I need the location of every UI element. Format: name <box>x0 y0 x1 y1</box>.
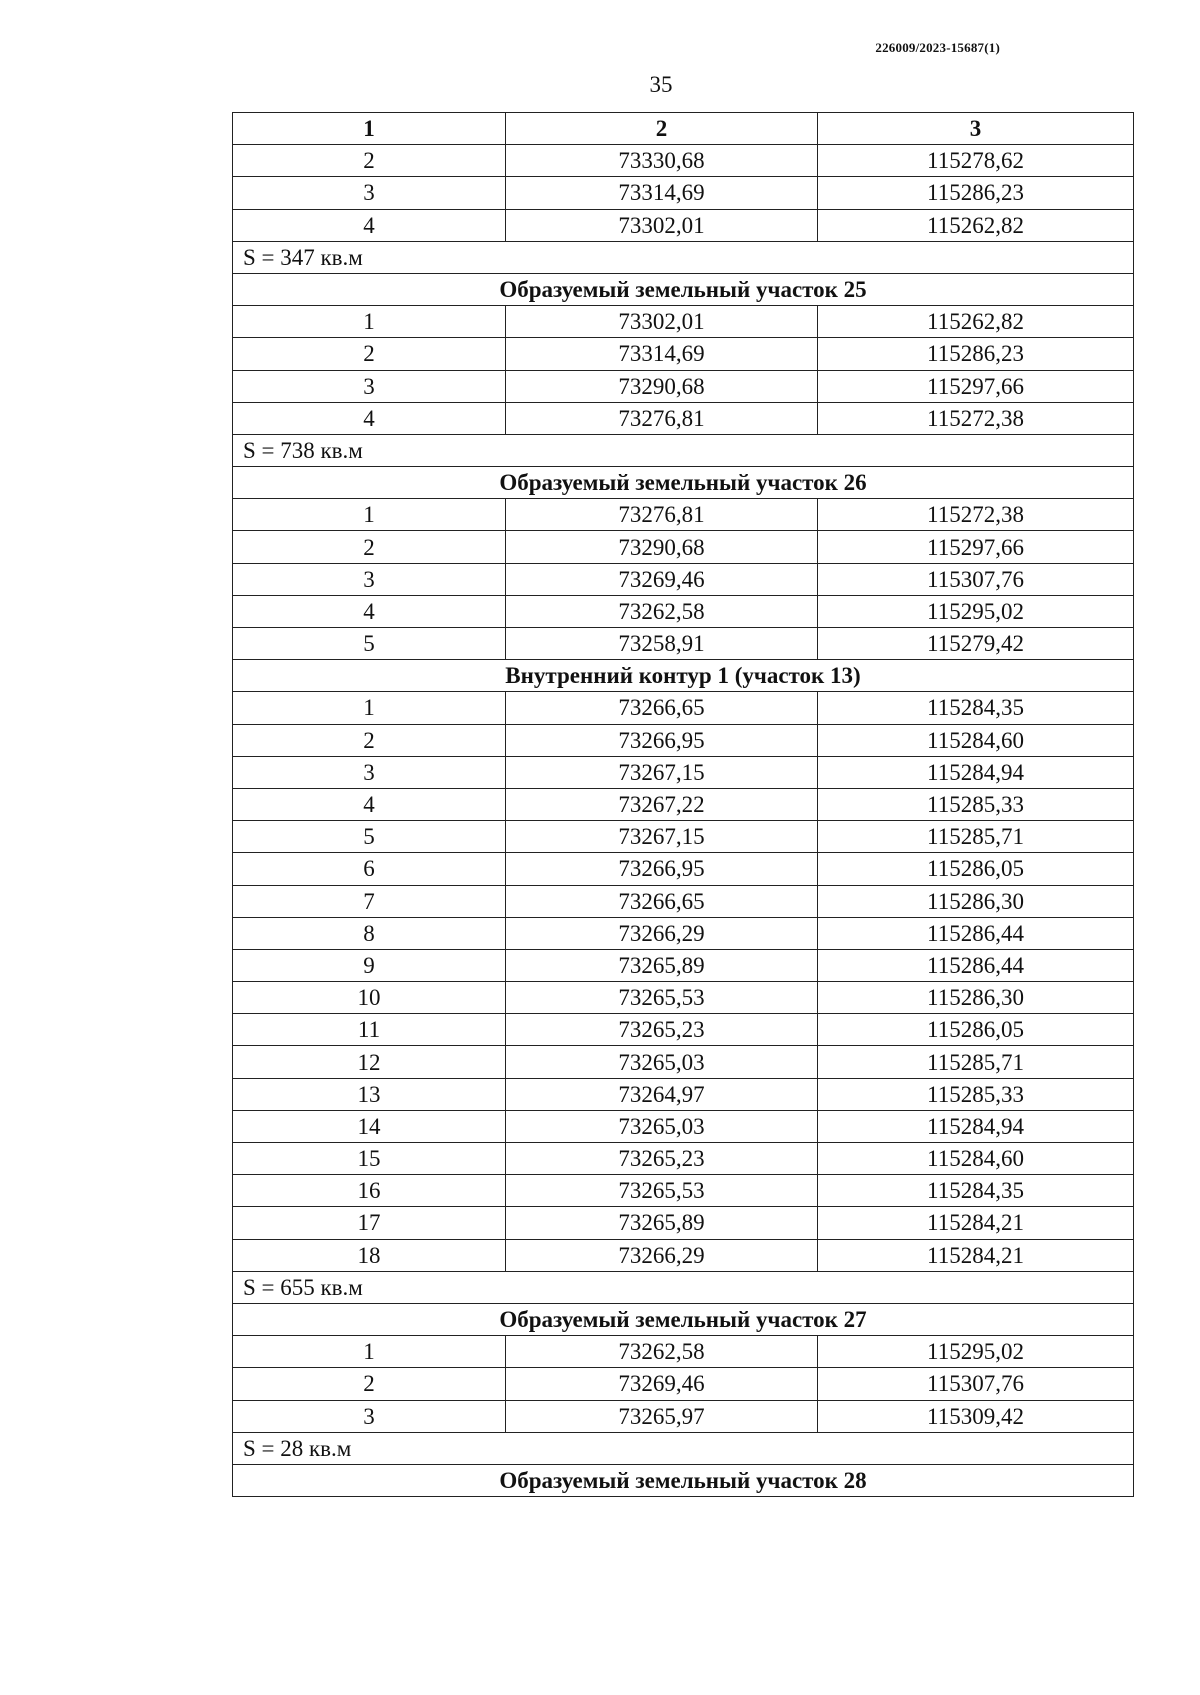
y-coordinate-cell: 115284,94 <box>818 756 1134 788</box>
x-coordinate-cell: 73265,23 <box>506 1143 818 1175</box>
x-coordinate-cell: 73267,15 <box>506 756 818 788</box>
section-title: Внутренний контур 1 (участок 13) <box>233 660 1134 692</box>
table-row <box>233 177 1134 209</box>
y-coordinate-cell: 115286,05 <box>818 1014 1134 1046</box>
area-row <box>233 241 1134 273</box>
section-heading-row <box>233 660 1134 692</box>
point-number-cell: 2 <box>233 145 506 177</box>
section-heading-row <box>233 467 1134 499</box>
y-coordinate-cell: 115286,30 <box>818 982 1134 1014</box>
y-coordinate-cell: 115284,35 <box>818 692 1134 724</box>
table-row <box>233 209 1134 241</box>
point-number-cell: 14 <box>233 1110 506 1142</box>
table-header-row <box>233 113 1134 145</box>
y-coordinate-cell: 115284,35 <box>818 1175 1134 1207</box>
table-row <box>233 885 1134 917</box>
x-coordinate-cell: 73265,89 <box>506 1207 818 1239</box>
x-coordinate-cell: 73290,68 <box>506 531 818 563</box>
table-row <box>233 595 1134 627</box>
table-row <box>233 628 1134 660</box>
table-row <box>233 917 1134 949</box>
x-coordinate-cell: 73264,97 <box>506 1078 818 1110</box>
document-number: 226009/2023-15687(1) <box>875 40 1000 55</box>
coordinates-table-body <box>233 113 1134 1497</box>
x-coordinate-cell: 73266,29 <box>506 1239 818 1271</box>
x-coordinate-cell: 73266,29 <box>506 917 818 949</box>
point-number-cell: 15 <box>233 1143 506 1175</box>
table-row <box>233 1175 1134 1207</box>
table-row <box>233 1239 1134 1271</box>
x-coordinate-cell: 73258,91 <box>506 628 818 660</box>
table-row <box>233 1400 1134 1432</box>
point-number-cell: 4 <box>233 788 506 820</box>
point-number-cell: 17 <box>233 1207 506 1239</box>
section-heading-row <box>233 273 1134 305</box>
x-coordinate-cell: 73265,03 <box>506 1110 818 1142</box>
point-number-cell: 4 <box>233 209 506 241</box>
coordinates-table <box>232 112 1134 1497</box>
header-cell-3: 3 <box>818 113 1134 145</box>
x-coordinate-cell: 73276,81 <box>506 499 818 531</box>
table-row <box>233 499 1134 531</box>
header-cell-2: 2 <box>506 113 818 145</box>
table-row <box>233 788 1134 820</box>
x-coordinate-cell: 73269,46 <box>506 1368 818 1400</box>
y-coordinate-cell: 115307,76 <box>818 563 1134 595</box>
point-number-cell: 3 <box>233 177 506 209</box>
x-coordinate-cell: 73265,23 <box>506 1014 818 1046</box>
point-number-cell: 7 <box>233 885 506 917</box>
table-row <box>233 563 1134 595</box>
point-number-cell: 5 <box>233 628 506 660</box>
point-number-cell: 2 <box>233 1368 506 1400</box>
y-coordinate-cell: 115286,44 <box>818 917 1134 949</box>
y-coordinate-cell: 115278,62 <box>818 145 1134 177</box>
table-row <box>233 1368 1134 1400</box>
table-row <box>233 145 1134 177</box>
x-coordinate-cell: 73302,01 <box>506 209 818 241</box>
x-coordinate-cell: 73265,53 <box>506 1175 818 1207</box>
y-coordinate-cell: 115262,82 <box>818 209 1134 241</box>
y-coordinate-cell: 115284,21 <box>818 1239 1134 1271</box>
area-row <box>233 434 1134 466</box>
table-row <box>233 1143 1134 1175</box>
y-coordinate-cell: 115285,71 <box>818 821 1134 853</box>
table-row <box>233 724 1134 756</box>
section-title: Образуемый земельный участок 26 <box>233 467 1134 499</box>
y-coordinate-cell: 115284,94 <box>818 1110 1134 1142</box>
table-row <box>233 1078 1134 1110</box>
section-heading-row <box>233 1464 1134 1496</box>
x-coordinate-cell: 73265,03 <box>506 1046 818 1078</box>
table-row <box>233 402 1134 434</box>
page-number: 35 <box>649 72 673 97</box>
x-coordinate-cell: 73266,65 <box>506 692 818 724</box>
y-coordinate-cell: 115279,42 <box>818 628 1134 660</box>
y-coordinate-cell: 115309,42 <box>818 1400 1134 1432</box>
y-coordinate-cell: 115284,60 <box>818 1143 1134 1175</box>
x-coordinate-cell: 73265,89 <box>506 949 818 981</box>
y-coordinate-cell: 115272,38 <box>818 499 1134 531</box>
y-coordinate-cell: 115295,02 <box>818 595 1134 627</box>
point-number-cell: 10 <box>233 982 506 1014</box>
x-coordinate-cell: 73330,68 <box>506 145 818 177</box>
x-coordinate-cell: 73262,58 <box>506 595 818 627</box>
x-coordinate-cell: 73267,22 <box>506 788 818 820</box>
point-number-cell: 1 <box>233 306 506 338</box>
y-coordinate-cell: 115307,76 <box>818 1368 1134 1400</box>
point-number-cell: 4 <box>233 595 506 627</box>
x-coordinate-cell: 73266,95 <box>506 853 818 885</box>
table-row <box>233 306 1134 338</box>
x-coordinate-cell: 73266,65 <box>506 885 818 917</box>
area-value: S = 655 кв.м <box>233 1271 1134 1303</box>
x-coordinate-cell: 73266,95 <box>506 724 818 756</box>
y-coordinate-cell: 115272,38 <box>818 402 1134 434</box>
y-coordinate-cell: 115295,02 <box>818 1336 1134 1368</box>
section-title: Образуемый земельный участок 25 <box>233 273 1134 305</box>
y-coordinate-cell: 115286,44 <box>818 949 1134 981</box>
y-coordinate-cell: 115286,30 <box>818 885 1134 917</box>
x-coordinate-cell: 73314,69 <box>506 338 818 370</box>
y-coordinate-cell: 115297,66 <box>818 531 1134 563</box>
point-number-cell: 3 <box>233 563 506 595</box>
table-row <box>233 821 1134 853</box>
table-row <box>233 853 1134 885</box>
table-row <box>233 756 1134 788</box>
point-number-cell: 1 <box>233 692 506 724</box>
table-row <box>233 338 1134 370</box>
point-number-cell: 13 <box>233 1078 506 1110</box>
y-coordinate-cell: 115284,21 <box>818 1207 1134 1239</box>
point-number-cell: 3 <box>233 1400 506 1432</box>
point-number-cell: 2 <box>233 724 506 756</box>
y-coordinate-cell: 115286,05 <box>818 853 1134 885</box>
header-cell-1: 1 <box>233 113 506 145</box>
section-title: Образуемый земельный участок 28 <box>233 1464 1134 1496</box>
area-value: S = 347 кв.м <box>233 241 1134 273</box>
point-number-cell: 3 <box>233 756 506 788</box>
point-number-cell: 6 <box>233 853 506 885</box>
point-number-cell: 5 <box>233 821 506 853</box>
point-number-cell: 1 <box>233 499 506 531</box>
point-number-cell: 3 <box>233 370 506 402</box>
point-number-cell: 8 <box>233 917 506 949</box>
table-row <box>233 1014 1134 1046</box>
table-row <box>233 1207 1134 1239</box>
point-number-cell: 9 <box>233 949 506 981</box>
table-row <box>233 1336 1134 1368</box>
y-coordinate-cell: 115284,60 <box>818 724 1134 756</box>
area-value: S = 738 кв.м <box>233 434 1134 466</box>
point-number-cell: 18 <box>233 1239 506 1271</box>
area-row <box>233 1271 1134 1303</box>
point-number-cell: 4 <box>233 402 506 434</box>
section-heading-row <box>233 1303 1134 1335</box>
x-coordinate-cell: 73290,68 <box>506 370 818 402</box>
table-row <box>233 692 1134 724</box>
table-row <box>233 1046 1134 1078</box>
y-coordinate-cell: 115285,33 <box>818 1078 1134 1110</box>
table-row <box>233 949 1134 981</box>
x-coordinate-cell: 73276,81 <box>506 402 818 434</box>
table-row <box>233 982 1134 1014</box>
point-number-cell: 1 <box>233 1336 506 1368</box>
x-coordinate-cell: 73269,46 <box>506 563 818 595</box>
point-number-cell: 12 <box>233 1046 506 1078</box>
table-row <box>233 370 1134 402</box>
section-title: Образуемый земельный участок 27 <box>233 1303 1134 1335</box>
y-coordinate-cell: 115262,82 <box>818 306 1134 338</box>
area-row <box>233 1432 1134 1464</box>
y-coordinate-cell: 115286,23 <box>818 338 1134 370</box>
area-value: S = 28 кв.м <box>233 1432 1134 1464</box>
table-row <box>233 1110 1134 1142</box>
table-row <box>233 531 1134 563</box>
point-number-cell: 2 <box>233 338 506 370</box>
y-coordinate-cell: 115285,33 <box>818 788 1134 820</box>
x-coordinate-cell: 73265,97 <box>506 1400 818 1432</box>
y-coordinate-cell: 115297,66 <box>818 370 1134 402</box>
x-coordinate-cell: 73262,58 <box>506 1336 818 1368</box>
y-coordinate-cell: 115286,23 <box>818 177 1134 209</box>
point-number-cell: 11 <box>233 1014 506 1046</box>
x-coordinate-cell: 73265,53 <box>506 982 818 1014</box>
point-number-cell: 16 <box>233 1175 506 1207</box>
x-coordinate-cell: 73267,15 <box>506 821 818 853</box>
point-number-cell: 2 <box>233 531 506 563</box>
y-coordinate-cell: 115285,71 <box>818 1046 1134 1078</box>
x-coordinate-cell: 73302,01 <box>506 306 818 338</box>
x-coordinate-cell: 73314,69 <box>506 177 818 209</box>
